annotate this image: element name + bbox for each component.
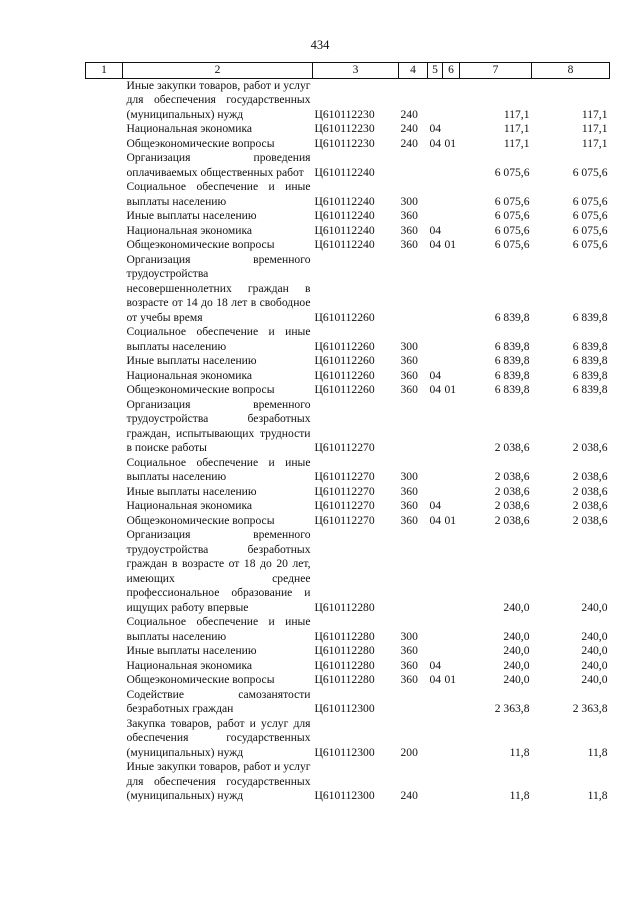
- row-name: Общеэкономические вопросы: [126, 136, 275, 150]
- row-value-7: 6 839,8: [494, 354, 530, 367]
- row-value-7: 117,1: [503, 136, 530, 150]
- row-name: Социальное обеспечение и иные выплаты населению: [126, 180, 311, 208]
- row-col-6: [443, 456, 460, 485]
- row-col-6: [443, 717, 460, 761]
- column-header-6: 6: [443, 63, 460, 79]
- column-header-5: 5: [428, 63, 443, 79]
- table-row: [86, 499, 610, 514]
- column-number-header: [86, 63, 610, 79]
- row-col-4: 240: [400, 789, 418, 802]
- row-col-5: [428, 398, 443, 456]
- row-code: Ц610112270: [314, 441, 375, 454]
- row-col-6: [443, 151, 460, 180]
- row-col-4: 300: [400, 339, 418, 353]
- row-col-6: [443, 644, 460, 659]
- row-value-8: 2 038,6: [572, 513, 608, 527]
- row-value-7: 11,8: [509, 789, 530, 802]
- row-col-6: [443, 688, 460, 717]
- table-row: [86, 238, 610, 253]
- row-col-1: [86, 398, 123, 456]
- row-col-6: [443, 499, 460, 514]
- row-name: Национальная экономика: [126, 499, 253, 512]
- row-col-4: [399, 151, 428, 180]
- row-value-8: 2 038,6: [572, 499, 608, 512]
- row-col-4: [399, 398, 428, 456]
- row-col-1: [86, 78, 123, 122]
- row-col-1: [86, 485, 123, 500]
- row-value-7: 117,1: [503, 122, 530, 135]
- row-col-1: [86, 325, 123, 354]
- row-col-1: [86, 369, 123, 384]
- row-name: Иные закупки товаров, работ и услуг для обеспечения государственных (муниципальных) нужд: [126, 760, 311, 802]
- row-col-4: [399, 688, 428, 717]
- row-value-8: 240,0: [581, 600, 608, 614]
- table-row: [86, 325, 610, 354]
- table-body: [86, 78, 610, 804]
- row-col-4: 360: [400, 383, 418, 396]
- row-col-5: 04: [429, 499, 442, 512]
- row-col-6: [443, 398, 460, 456]
- row-col-5: [428, 760, 443, 804]
- row-code: Ц610112270: [314, 513, 375, 527]
- row-value-7: 6 075,6: [494, 165, 530, 179]
- row-value-8: 11,8: [587, 789, 608, 802]
- row-col-5: [428, 325, 443, 354]
- row-col-6: [443, 485, 460, 500]
- row-col-5: [428, 209, 443, 224]
- table-row: [86, 673, 610, 688]
- row-value-8: 6 075,6: [572, 194, 608, 208]
- row-code: Ц610112270: [314, 470, 375, 483]
- row-col-4: 360: [400, 513, 418, 527]
- row-value-7: 2 038,6: [494, 513, 530, 527]
- row-name: Иные выплаты населению: [126, 354, 257, 367]
- row-col-1: [86, 528, 123, 615]
- row-value-7: 240,0: [503, 600, 530, 614]
- row-col-6: 01: [444, 238, 457, 251]
- row-col-5: [428, 354, 443, 369]
- row-col-5: 04: [429, 383, 442, 396]
- row-col-6: [443, 122, 460, 137]
- row-col-1: [86, 499, 123, 514]
- row-value-8: 11,8: [587, 745, 608, 759]
- column-header-2: 2: [123, 63, 313, 79]
- row-value-8: 6 839,8: [572, 368, 608, 382]
- row-name: Общеэкономические вопросы: [126, 383, 275, 396]
- budget-table: [85, 62, 610, 804]
- row-col-4: 360: [400, 499, 418, 512]
- table-row: [86, 209, 610, 224]
- row-col-5: [428, 615, 443, 644]
- table-row: [86, 615, 610, 644]
- row-value-8: 6 075,6: [572, 223, 608, 237]
- row-value-8: 2 038,6: [572, 484, 608, 498]
- row-value-7: 6 839,8: [494, 339, 530, 353]
- row-col-1: [86, 122, 123, 137]
- row-value-7: 117,1: [503, 107, 530, 121]
- row-col-1: [86, 717, 123, 761]
- row-col-1: [86, 514, 123, 529]
- row-col-6: 01: [444, 136, 457, 150]
- row-code: Ц610112240: [314, 194, 375, 208]
- row-col-6: 01: [444, 673, 457, 686]
- row-col-1: [86, 151, 123, 180]
- row-code: Ц610112280: [314, 629, 375, 643]
- row-name: Организация временного трудоустройства безработных граждан, испытывающих трудности в поиске работы: [126, 397, 311, 454]
- row-col-1: [86, 354, 123, 369]
- row-code: Ц610112280: [314, 673, 375, 686]
- row-value-7: 6 839,8: [494, 368, 530, 382]
- row-col-4: [399, 253, 428, 326]
- row-value-8: 2 038,6: [572, 470, 608, 483]
- row-code: Ц610112270: [314, 484, 375, 498]
- table-row: [86, 354, 610, 369]
- row-code: Ц610112280: [314, 600, 375, 614]
- row-name: Организация проведения оплачиваемых общественных работ: [126, 151, 311, 179]
- row-col-4: 360: [400, 644, 418, 657]
- row-col-5: 04: [429, 673, 442, 686]
- row-value-7: 240,0: [503, 629, 530, 643]
- row-col-4: 360: [400, 368, 418, 382]
- row-value-7: 11,8: [509, 745, 530, 759]
- row-col-5: 04: [429, 368, 442, 382]
- row-value-8: 6 075,6: [572, 238, 608, 251]
- row-col-4: 360: [400, 673, 418, 686]
- row-col-6: [443, 659, 460, 674]
- row-col-5: [428, 456, 443, 485]
- table-row: [86, 688, 610, 717]
- row-name: Содействие самозанятости безработных граждан: [126, 687, 311, 715]
- row-value-7: 6 075,6: [494, 223, 530, 237]
- table-row: [86, 369, 610, 384]
- page-number: 434: [310, 38, 330, 52]
- row-name: Иные выплаты населению: [126, 484, 257, 498]
- row-name: Национальная экономика: [126, 122, 253, 135]
- table-row: [86, 122, 610, 137]
- row-value-8: 117,1: [581, 107, 608, 121]
- table-row: [86, 514, 610, 529]
- row-value-7: 6 839,8: [494, 310, 530, 324]
- row-col-5: [428, 253, 443, 326]
- row-col-4: 360: [400, 658, 418, 672]
- row-col-5: [428, 688, 443, 717]
- row-value-8: 6 075,6: [572, 165, 608, 179]
- column-header-3: 3: [313, 63, 399, 79]
- row-col-6: [443, 78, 460, 122]
- row-value-8: 6 839,8: [572, 383, 608, 396]
- row-col-1: [86, 383, 123, 398]
- row-code: Ц610112300: [314, 702, 375, 715]
- row-col-5: 04: [429, 136, 442, 150]
- row-value-8: 117,1: [581, 122, 608, 135]
- row-name: Социальное обеспечение и иные выплаты населению: [126, 325, 311, 353]
- row-code: Ц610112260: [314, 383, 375, 396]
- row-col-6: [443, 180, 460, 209]
- row-value-8: 2 363,8: [572, 702, 608, 715]
- row-code: Ц610112260: [314, 368, 375, 382]
- table-row: [86, 644, 610, 659]
- row-col-4: 360: [400, 238, 418, 251]
- row-name: Общеэкономические вопросы: [126, 238, 275, 251]
- row-col-1: [86, 253, 123, 326]
- table-row: [86, 760, 610, 804]
- row-col-5: [428, 180, 443, 209]
- row-col-1: [86, 224, 123, 239]
- row-value-8: 2 038,6: [572, 441, 608, 454]
- row-code: Ц610112260: [314, 310, 375, 324]
- table-row: [86, 253, 610, 326]
- row-col-1: [86, 137, 123, 152]
- row-name: Национальная экономика: [126, 223, 253, 237]
- row-col-5: 04: [429, 658, 442, 672]
- row-col-6: [443, 615, 460, 644]
- row-col-6: [443, 209, 460, 224]
- row-col-1: [86, 209, 123, 224]
- row-value-7: 2 038,6: [494, 470, 530, 483]
- row-col-6: [443, 760, 460, 804]
- table-row: [86, 224, 610, 239]
- row-col-6: [443, 354, 460, 369]
- table-row: [86, 180, 610, 209]
- row-name: Организация временного трудоустройства безработных граждан в возрасте от 18 до 20 лет, имеющих среднее профессиональное образование и ищущих работу впервые: [126, 528, 311, 614]
- row-code: Ц610112300: [314, 789, 375, 802]
- table-row: [86, 78, 610, 122]
- row-value-8: 240,0: [581, 629, 608, 643]
- row-col-6: [443, 528, 460, 615]
- row-value-7: 6 075,6: [494, 194, 530, 208]
- row-code: Ц610112230: [314, 136, 375, 150]
- row-name: Общеэкономические вопросы: [126, 513, 275, 527]
- row-col-4: 300: [400, 470, 418, 483]
- row-value-8: 240,0: [581, 673, 608, 686]
- row-value-7: 240,0: [503, 644, 530, 657]
- row-col-5: 04: [429, 513, 442, 527]
- table-row: [86, 383, 610, 398]
- row-col-1: [86, 456, 123, 485]
- row-col-1: [86, 688, 123, 717]
- row-col-4: 360: [400, 354, 418, 367]
- table-row: [86, 528, 610, 615]
- row-col-4: 240: [400, 136, 418, 150]
- row-code: Ц610112230: [314, 122, 375, 135]
- row-name: Общеэкономические вопросы: [126, 673, 275, 686]
- row-col-6: [443, 369, 460, 384]
- row-col-4: [399, 528, 428, 615]
- row-col-4: 360: [400, 209, 418, 222]
- row-value-8: 6 839,8: [572, 339, 608, 353]
- row-value-7: 6 075,6: [494, 209, 530, 222]
- row-code: Ц610112280: [314, 658, 375, 672]
- table-row: [86, 137, 610, 152]
- row-name: Национальная экономика: [126, 658, 253, 672]
- row-code: Ц610112240: [314, 223, 375, 237]
- row-col-5: [428, 528, 443, 615]
- row-col-1: [86, 180, 123, 209]
- row-col-4: 200: [400, 745, 418, 759]
- table-row: [86, 456, 610, 485]
- column-header-8: 8: [532, 63, 610, 79]
- table-row: [86, 717, 610, 761]
- row-col-4: 240: [400, 107, 418, 121]
- row-value-8: 6 839,8: [572, 354, 608, 367]
- row-name: Закупка товаров, работ и услуг для обеспечения государственных (муниципальных) нужд: [126, 716, 311, 759]
- row-code: Ц610112260: [314, 354, 375, 367]
- row-col-5: 04: [429, 223, 442, 237]
- row-col-1: [86, 673, 123, 688]
- row-col-4: 360: [400, 484, 418, 498]
- row-name: Организация временного трудоустройства несовершеннолетних граждан в возрасте от 14 до 18 лет в свободное от учебы время: [126, 252, 311, 324]
- column-header-1: 1: [86, 63, 123, 79]
- row-value-7: 2 038,6: [494, 441, 530, 454]
- row-col-5: [428, 78, 443, 122]
- row-code: Ц610112240: [314, 238, 375, 251]
- row-col-4: 240: [400, 122, 418, 135]
- row-value-7: 240,0: [503, 673, 530, 686]
- row-col-5: [428, 717, 443, 761]
- row-col-5: 04: [429, 122, 442, 135]
- row-value-8: 240,0: [581, 658, 608, 672]
- row-value-7: 6 075,6: [494, 238, 530, 251]
- row-col-5: [428, 644, 443, 659]
- column-header-4: 4: [399, 63, 428, 79]
- row-col-6: [443, 325, 460, 354]
- row-col-4: 300: [400, 194, 418, 208]
- row-value-7: 2 038,6: [494, 484, 530, 498]
- row-code: Ц610112300: [314, 745, 375, 759]
- table-row: [86, 485, 610, 500]
- row-value-7: 240,0: [503, 658, 530, 672]
- row-value-7: 6 839,8: [494, 383, 530, 396]
- row-col-1: [86, 644, 123, 659]
- row-name: Национальная экономика: [126, 368, 253, 382]
- row-name: Иные выплаты населению: [126, 644, 257, 657]
- row-value-8: 6 839,8: [572, 310, 608, 324]
- row-col-1: [86, 238, 123, 253]
- row-col-5: [428, 151, 443, 180]
- row-code: Ц610112240: [314, 209, 375, 222]
- row-col-6: [443, 224, 460, 239]
- row-name: Иные закупки товаров, работ и услуг для обеспечения государственных (муниципальных) нужд: [126, 78, 311, 121]
- row-value-7: 2 038,6: [494, 499, 530, 512]
- row-code: Ц610112260: [314, 339, 375, 353]
- row-col-4: 360: [400, 223, 418, 237]
- row-col-1: [86, 659, 123, 674]
- row-code: Ц610112240: [314, 165, 375, 179]
- row-value-8: 240,0: [581, 644, 608, 657]
- table-row: [86, 398, 610, 456]
- row-value-7: 2 363,8: [494, 702, 530, 715]
- table-row: [86, 659, 610, 674]
- row-col-6: [443, 253, 460, 326]
- row-col-1: [86, 760, 123, 804]
- row-col-5: 04: [429, 238, 442, 251]
- column-header-7: 7: [460, 63, 532, 79]
- row-col-6: 01: [444, 383, 457, 396]
- row-name: Иные выплаты населению: [126, 209, 257, 222]
- row-name: Социальное обеспечение и иные выплаты населению: [126, 455, 311, 483]
- row-code: Ц610112280: [314, 644, 375, 657]
- table-row: [86, 151, 610, 180]
- row-col-5: [428, 485, 443, 500]
- row-name: Социальное обеспечение и иные выплаты населению: [126, 615, 311, 643]
- row-code: Ц610112270: [314, 499, 375, 512]
- row-col-6: 01: [444, 513, 457, 527]
- row-col-1: [86, 615, 123, 644]
- row-code: Ц610112230: [314, 107, 375, 121]
- row-value-8: 6 075,6: [572, 209, 608, 222]
- row-value-8: 117,1: [581, 136, 608, 150]
- row-col-4: 300: [400, 629, 418, 643]
